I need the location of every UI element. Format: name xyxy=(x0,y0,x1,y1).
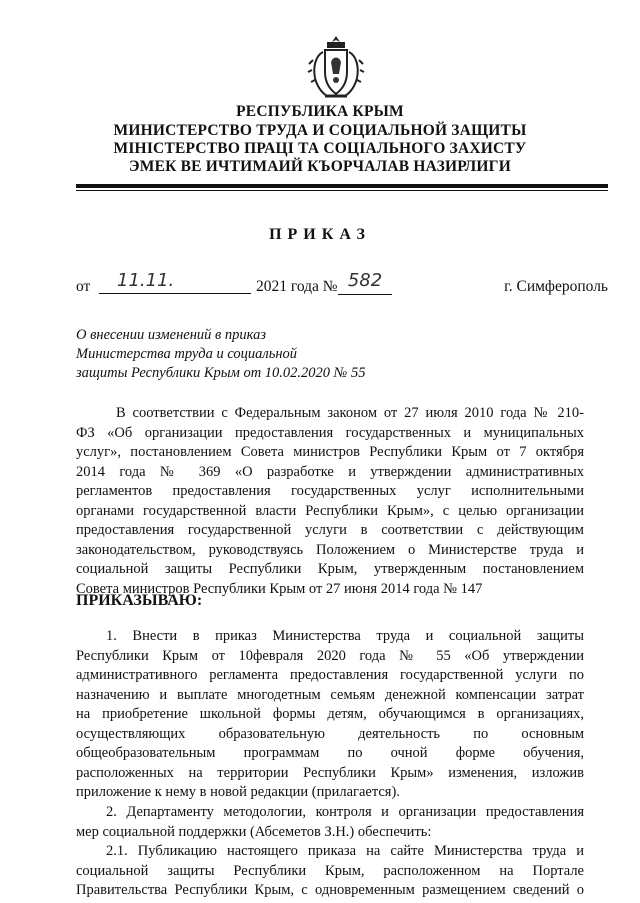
preamble-line: предоставления государственной услуги в соответствии с действующим xyxy=(76,522,584,538)
item-2-1-line: 2.1. Публикацию настоящего приказа на сайте Министерства труда и xyxy=(106,843,584,859)
subject-line: О внесении изменений в приказ xyxy=(76,327,267,343)
item-2-line: мер социальной поддержки (Абсеметов З.Н.) обеспечить: xyxy=(76,823,432,840)
header-ministry-ua: МІНІСТЕРСТВО ПРАЦІ ТА СОЦІАЛЬНОГО ЗАХИСТУ xyxy=(113,140,527,157)
header-divider-thin xyxy=(76,190,608,191)
header-ministry-crh: ЭМЕК ВЕ ИЧТИМАИЙ КЪОРЧАЛАВ НАЗИРЛИГИ xyxy=(129,158,511,175)
preamble-line: ФЗ «Об организации предоставления государственных и муниципальных xyxy=(76,424,584,441)
item-1-line: осуществляющих образовательную деятельность по основным xyxy=(76,725,584,742)
preamble-line: органами государственной власти Республики Крым», с целью организации xyxy=(76,502,584,519)
item-2-1-line: Правительства Республики Крым, с одновременным размещением сведений о xyxy=(76,882,584,898)
order-subject xyxy=(76,326,376,383)
item-1-line: общеобразовательным программам по очной форме обучения, xyxy=(76,745,584,761)
preamble-paragraph xyxy=(76,404,584,599)
item-1-paragraph xyxy=(76,627,584,803)
preamble-line: законодательством, руководствуясь Положением о Министерстве труда и xyxy=(76,541,584,558)
crimea-coat-of-arms-icon xyxy=(307,34,365,100)
item-1-line: приложение к нему в новой редакции (прилагается). xyxy=(76,784,400,800)
year-number-label: 2021 года № xyxy=(256,278,338,295)
item-1-line: назначению и выплате многодетным семьям денежной компенсации затрат xyxy=(76,686,584,703)
item-2-paragraph xyxy=(76,803,584,842)
date-prefix: от xyxy=(76,278,91,295)
handwritten-order-number: 582 xyxy=(338,270,392,295)
item-1-line: расположенных на территории Республики Крым» изменения, изложив xyxy=(76,764,584,781)
item-1-line: административного регламента предоставления государственной услуги по xyxy=(76,667,584,683)
preamble-line: В соответствии с Федеральным законом от 27 июля 2010 года № 210- xyxy=(116,405,584,421)
preamble-line: социальной защиты Республики Крым, утвержденным постановлением xyxy=(76,561,584,577)
item-2-line: 2. Департаменту методологии, контроля и организации предоставления xyxy=(106,804,584,820)
preamble-line: 2014 года № 369 «О разработке и утверждении административных xyxy=(76,463,584,480)
orders-heading: ПРИКАЗЫВАЮ: xyxy=(76,592,203,609)
item-2-1-line: социальной защиты Республики Крым, расположенном на Портале xyxy=(76,862,584,879)
subject-line: защиты Республики Крым от 10.02.2020 № 55 xyxy=(76,365,366,381)
preamble-line: Совета министров Республики Крым от 27 июня 2014 года № 147 xyxy=(76,580,483,597)
header-divider-thick xyxy=(76,184,608,188)
preamble-line: услуг», постановлением Совета министров Республики Крым от 7 октября xyxy=(76,444,584,460)
city-label: г. Симферополь xyxy=(504,278,608,295)
item-1-line: на приобретение школьной формы детям, обучающимся в организациях, xyxy=(76,706,584,722)
header-ministry-ru: МИНИСТЕРСТВО ТРУДА И СОЦИАЛЬНОЙ ЗАЩИТЫ xyxy=(113,122,527,139)
document-title: ПРИКАЗ xyxy=(269,226,371,243)
handwritten-date: 11.11. xyxy=(99,270,251,294)
item-1-line: Республики Крым от 10февраля 2020 года № 55 «Об утверждении xyxy=(76,647,584,664)
header-republic: РЕСПУБЛИКА КРЫМ xyxy=(236,103,404,120)
item-1-line: 1. Внести в приказ Министерства труда и социальной защиты xyxy=(106,628,584,644)
preamble-line: регламентов предоставления государственных услуг исполнительными xyxy=(76,483,584,499)
order-date-line xyxy=(76,270,608,298)
item-2-1-paragraph xyxy=(76,842,584,901)
subject-line: Министерства труда и социальной xyxy=(76,346,298,362)
